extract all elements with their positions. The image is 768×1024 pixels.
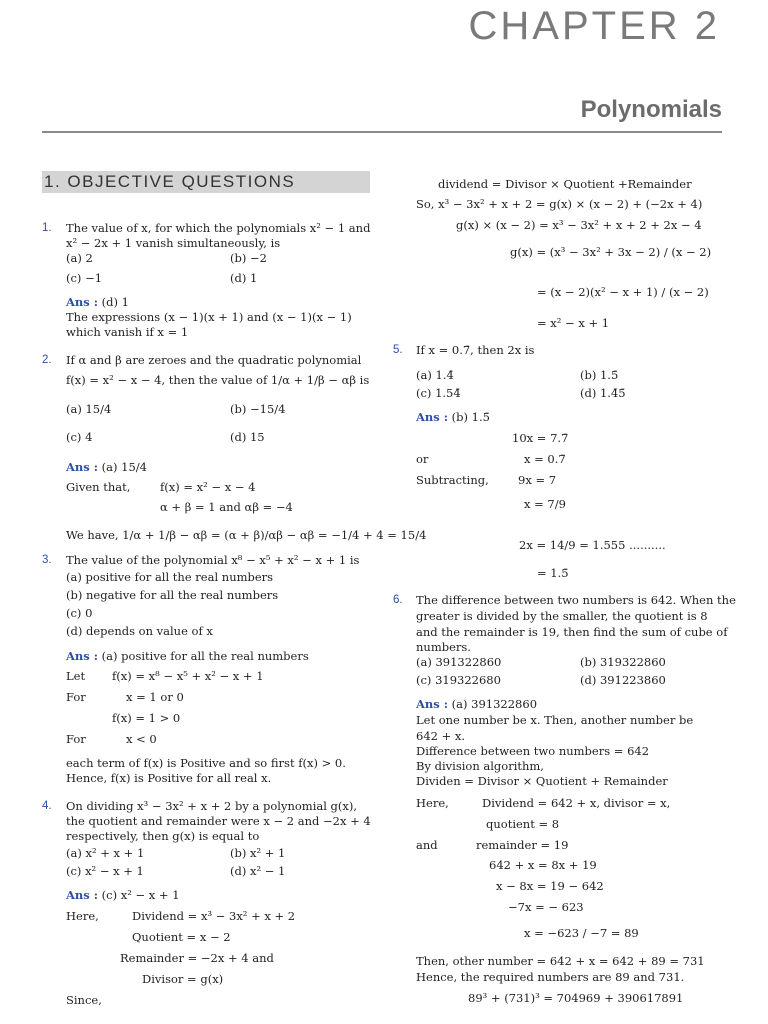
q4-text-line1: On dividing x³ − 3x² + x + 2 by a polynomial g(x), <box>66 799 358 813</box>
q5-step4: x = 7/9 <box>524 497 566 511</box>
q5-or-label: or <box>416 452 429 466</box>
chapter-title: CHAPTER 2 <box>468 4 720 48</box>
q5-subtracting-label: Subtracting, <box>416 473 489 487</box>
q4-factored: = (x − 2)(x² − x + 1) / (x − 2) <box>537 285 709 299</box>
q6-dividend: Dividend = 642 + x, divisor = x, <box>482 796 671 810</box>
q5-step1: 10x = 7.7̄ <box>512 431 569 445</box>
subject-title: Polynomials <box>580 96 722 123</box>
q3-option-c: (c) 0 <box>66 606 93 620</box>
q1-option-c: (c) −1 <box>66 271 103 285</box>
q3-text-line1: The value of the polynomial x⁸ − x⁵ + x² − x + 1 is <box>66 553 360 567</box>
q6-step4: x = −623 / −7 = 89 <box>524 926 639 940</box>
q2-answer: Ans : (a) 15/4 <box>66 460 147 474</box>
q6-option-c: (c) 319322680 <box>416 673 501 687</box>
q6-option-b: (b) 319322860 <box>580 655 666 669</box>
q6-text-line3: and the remainder is 19, then find the sum of cube of <box>416 625 728 639</box>
q6-and-label: and <box>416 838 438 852</box>
q3-option-b: (b) negative for all the real numbers <box>66 588 279 602</box>
q4-option-a: (a) x² + x + 1 <box>66 846 145 860</box>
q6-option-d: (d) 391223860 <box>580 673 666 687</box>
q1-text-line2: x² − 2x + 1 vanish simultaneously, is <box>66 236 281 250</box>
q4-text-line2: the quotient and remainder were x − 2 and −2x + 4 <box>66 814 371 828</box>
q5-option-d: (d) 1.4̄5̄ <box>580 386 626 400</box>
q5-answer: Ans : (b) 1.5̄ <box>416 410 490 424</box>
q2-option-a: (a) 15/4 <box>66 402 112 416</box>
q6-answer: Ans : (a) 391322860 <box>416 697 538 711</box>
q6-number: 6. <box>393 594 403 606</box>
q1-option-a: (a) 2 <box>66 251 93 265</box>
q6-option-a: (a) 391322860 <box>416 655 502 669</box>
q6-remainder: remainder = 19 <box>476 838 569 852</box>
q2-text-line2: f(x) = x² − x − 4, then the value of 1/α + 1/β − αβ is <box>66 373 370 387</box>
q3-option-d: (d) depends on value of x <box>66 624 213 638</box>
q6-cube-sum: 89³ + (731)³ = 704969 + 390617891 <box>468 991 684 1005</box>
q4-result: = x² − x + 1 <box>537 316 610 330</box>
q3-for-label-1: For <box>66 690 86 704</box>
q6-explanation-line1: Let one number be x. Then, another number be <box>416 713 694 727</box>
q6-here-label: Here, <box>416 796 449 810</box>
q4-quotient: Quotient = x − 2 <box>132 930 231 944</box>
q1-explanation-line2: which vanish if x = 1 <box>66 325 189 339</box>
q5-text-line1: If x = 0.7̄, then 2x is <box>416 343 535 357</box>
q4-since: Since, <box>66 993 102 1007</box>
q5-step3: 9x = 7 <box>518 473 557 487</box>
q6-explanation-line4: By division algorithm, <box>416 759 544 773</box>
q2-given-label: Given that, <box>66 480 131 494</box>
q4-answer: Ans : (c) x² − x + 1 <box>66 888 180 902</box>
q2-number: 2. <box>42 354 52 366</box>
q4-here-label: Here, <box>66 909 99 923</box>
q4-text-line3: respectively, then g(x) is equal to <box>66 829 260 843</box>
q2-sum-product: α + β = 1 and αβ = −4 <box>160 500 293 514</box>
q4-so-eq: So, x³ − 3x² + x + 2 = g(x) × (x − 2) + (−2x + 4) <box>416 197 703 211</box>
q3-answer: Ans : (a) positive for all the real numbers <box>66 649 309 663</box>
q6-explanation-line5: Dividen = Divisor × Quotient + Remainder <box>416 774 668 788</box>
q3-for-label-2: For <box>66 732 86 746</box>
q4-option-c: (c) x² − x + 1 <box>66 864 144 878</box>
q4-remainder: Remainder = −2x + 4 and <box>120 951 274 965</box>
q6-step2: x − 8x = 19 − 642 <box>496 879 604 893</box>
q3-explanation-line2: Hence, f(x) is Positive for all real x. <box>66 771 272 785</box>
q6-quotient: quotient = 8 <box>486 817 560 831</box>
section-banner <box>42 171 370 193</box>
q4-gx-times: g(x) × (x − 2) = x³ − 3x² + x + 2 + 2x − 4 <box>456 218 702 232</box>
q2-given-eq: f(x) = x² − x − 4 <box>160 480 256 494</box>
q4-option-d: (d) x² − 1 <box>230 864 286 878</box>
q6-step1: 642 + x = 8x + 19 <box>489 858 597 872</box>
q6-conclusion-line1: Then, other number = 642 + x = 642 + 89 = 731 <box>416 954 705 968</box>
q4-division-identity: dividend = Divisor × Quotient +Remainder <box>438 177 692 191</box>
q2-option-b: (b) −15/4 <box>230 402 286 416</box>
q3-for-eq-2: x < 0 <box>126 732 157 746</box>
q3-option-a: (a) positive for all the real numbers <box>66 570 274 584</box>
q1-number: 1. <box>42 222 52 234</box>
q5-option-b: (b) 1.5̄ <box>580 368 619 382</box>
q2-option-d: (d) 15 <box>230 430 265 444</box>
q3-for-eq-1: x = 1 or 0 <box>126 690 184 704</box>
q1-answer: Ans : (d) 1 <box>66 295 129 309</box>
q2-option-c: (c) 4 <box>66 430 93 444</box>
q6-conclusion-line2: Hence, the required numbers are 89 and 731. <box>416 970 685 984</box>
q5-step2: x = 0.7̄ <box>524 452 566 466</box>
q5-option-c: (c) 1.54̄ <box>416 386 461 400</box>
header-rule <box>42 131 722 133</box>
q4-divisor: Divisor = g(x) <box>142 972 224 986</box>
q3-f-positive: f(x) = 1 > 0 <box>112 711 181 725</box>
q6-explanation-line3: Difference between two numbers = 642 <box>416 744 650 758</box>
q4-gx-fraction: g(x) = (x³ − 3x² + 3x − 2) / (x − 2) <box>510 245 712 259</box>
q1-option-d: (d) 1 <box>230 271 258 285</box>
q2-text-line1: If α and β are zeroes and the quadratic polynomial <box>66 353 362 367</box>
q3-let-eq: f(x) = x⁸ − x⁵ + x² − x + 1 <box>112 669 264 683</box>
q2-we-have: We have, 1/α + 1/β − αβ = (α + β)/αβ − αβ = −1/4 + 4 = 15/4 <box>66 528 427 542</box>
q6-text-line2: greater is divided by the smaller, the quotient is 8 <box>416 609 708 623</box>
q6-text-line1: The difference between two numbers is 642. When the <box>416 593 736 607</box>
section-title: 1. OBJECTIVE QUESTIONS <box>44 172 296 191</box>
q6-explanation-line2: 642 + x. <box>416 729 466 743</box>
q4-option-b: (b) x² + 1 <box>230 846 286 860</box>
q4-dividend: Dividend = x³ − 3x² + x + 2 <box>132 909 296 923</box>
q5-number: 5. <box>393 344 403 356</box>
q3-let-label: Let <box>66 669 86 683</box>
q6-step3: −7x = − 623 <box>508 900 584 914</box>
q5-step5: 2x = 14/9 = 1.555 .......... <box>519 538 666 552</box>
q1-text-line1: The value of x, for which the polynomials x² − 1 and <box>66 221 371 235</box>
q1-option-b: (b) −2 <box>230 251 267 265</box>
q5-option-a: (a) 1.4̄ <box>416 368 454 382</box>
q3-number: 3. <box>42 554 52 566</box>
q4-number: 4. <box>42 800 52 812</box>
q1-explanation-line1: The expressions (x − 1)(x + 1) and (x − 1)(x − 1) <box>66 310 352 324</box>
q3-explanation-line1: each term of f(x) is Positive and so first f(x) > 0. <box>66 756 346 770</box>
q6-text-line4: numbers. <box>416 640 471 654</box>
q5-step6: = 1.5̄ <box>537 566 569 580</box>
